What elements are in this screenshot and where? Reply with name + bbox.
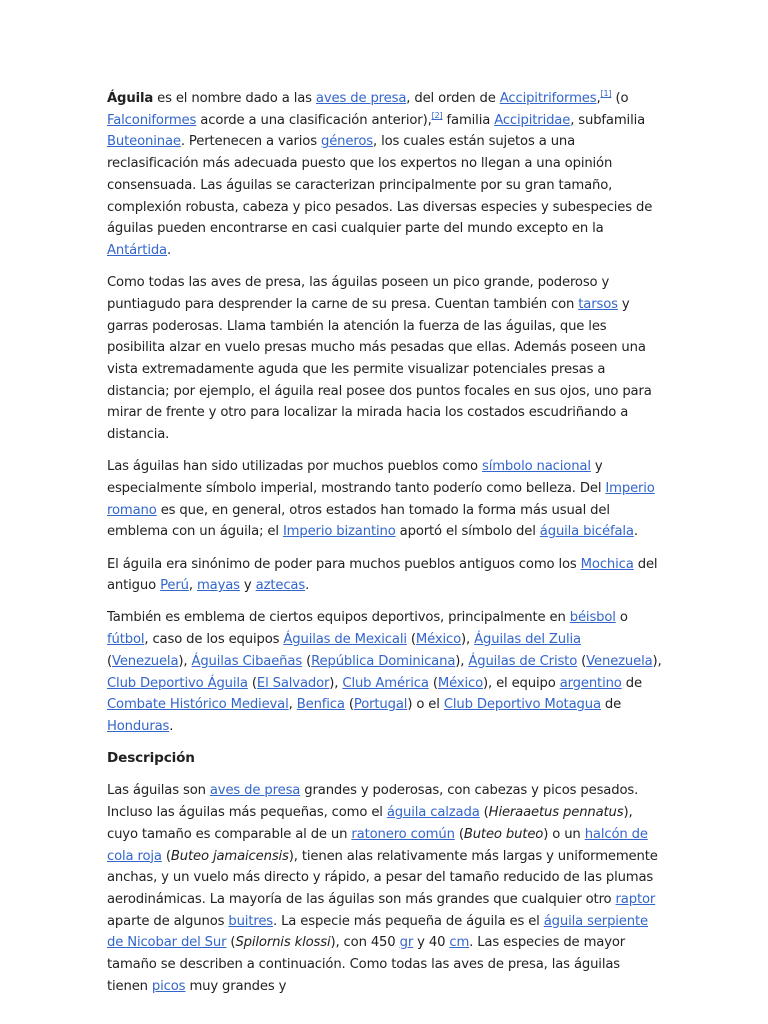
article-title-term: Águila	[107, 91, 154, 106]
article-link[interactable]: México	[437, 675, 483, 691]
scientific-name: Hieraaetus pennatus	[488, 805, 624, 821]
text-run: o	[615, 610, 628, 626]
article-link[interactable]: picos	[151, 978, 186, 994]
text-run: de	[600, 697, 622, 713]
article-link[interactable]: Imperio romano	[107, 480, 655, 518]
text-run: ) o un	[543, 826, 585, 842]
text-run: (	[344, 697, 354, 713]
text-run: (	[479, 805, 489, 821]
text-run: (	[428, 675, 438, 691]
article-link[interactable]: Honduras	[107, 718, 170, 734]
text-run: es el nombre dado a las	[153, 91, 316, 106]
intro-paragraph	[107, 88, 663, 262]
article-body	[107, 88, 663, 1008]
text-run: y garras poderosas. Llama también la atención la fuerza de las águilas, que les posibilita alzar en vuelo presas mucho más pesadas que ellas. Además poseen una vista extremadamente aguda que les permite visualizar potenciales presas a distancia; por ejemplo, el águila real posee dos puntos focales en sus ojos, uno para mirar de frente y otro para localizar la mirada hacia los costados escudriñando a distancia.	[107, 296, 652, 443]
beak-paragraph	[107, 272, 663, 446]
article-link[interactable]: Club Deportivo Águila	[107, 675, 248, 691]
article-link[interactable]: Accipitriformes	[499, 91, 597, 106]
article-link[interactable]: águila calzada	[386, 805, 480, 821]
text-run: ,	[188, 578, 197, 594]
text-run: y	[239, 578, 256, 594]
article-link[interactable]: cm	[449, 935, 470, 951]
text-run: ), con 450	[330, 935, 400, 951]
text-run: y especialmente símbolo imperial, mostrando tanto poderío como belleza. Del	[107, 459, 606, 496]
article-link[interactable]: mayas	[196, 578, 240, 594]
text-run: aparte de algunos	[107, 913, 229, 929]
article-link[interactable]: argentino	[559, 675, 622, 691]
text-run: acorde a una clasificación anterior),	[196, 112, 432, 128]
article-link[interactable]: tarsos	[578, 296, 618, 312]
article-link[interactable]: Club Deportivo Motagua	[443, 697, 601, 713]
text-run: ) o el	[407, 697, 444, 713]
text-run: (	[302, 653, 312, 669]
article-link[interactable]: República Dominicana	[311, 653, 456, 669]
article-link[interactable]: Águilas Cibaeñas	[191, 653, 303, 669]
citation-superscript	[432, 111, 443, 120]
article-link[interactable]: Perú	[160, 578, 189, 594]
article-link[interactable]: béisbol	[569, 610, 616, 626]
text-run: .	[167, 242, 172, 258]
article-link[interactable]: águila serpiente de Nicobar del Sur	[107, 913, 648, 951]
article-link[interactable]: Accipitridae	[494, 112, 571, 128]
article-link[interactable]: Antártida	[107, 242, 167, 258]
text-run: familia	[442, 112, 495, 128]
reference-link[interactable]: [2]	[431, 110, 443, 120]
text-run: y 40	[413, 935, 450, 951]
text-run: , caso de los equipos	[144, 632, 284, 648]
article-link[interactable]: Águilas de Cristo	[468, 653, 578, 669]
text-run: de	[621, 675, 642, 691]
article-link[interactable]: Club América	[342, 675, 429, 691]
article-link[interactable]: aztecas	[255, 578, 306, 594]
article-link[interactable]: Imperio bizantino	[282, 524, 396, 540]
text-run: (	[454, 826, 464, 842]
scientific-name: Spilornis klossi	[235, 935, 331, 951]
article-link[interactable]: Combate Histórico Medieval	[107, 697, 289, 713]
article-link[interactable]: México	[415, 632, 462, 648]
symbol-paragraph	[107, 456, 663, 543]
text-run: ), el equipo	[483, 675, 560, 691]
text-run: grandes y poderosas, con cabezas y picos pesados. Incluso las águilas más pequeñas, como el	[107, 783, 639, 821]
text-run: (	[161, 848, 171, 864]
text-run: . Pertenecen a varios	[180, 134, 321, 150]
article-link[interactable]: aves de presa	[209, 783, 301, 799]
text-run: .	[633, 524, 638, 540]
text-run: Como todas las aves de presa, las águilas poseen un pico grande, poderoso y puntiagudo para desprender la carne de su presa. Cuentan también con	[107, 275, 610, 312]
text-run: , los cuales están sujetos a una reclasificación más adecuada puesto que los expertos no llegan a una opinión consensuada. Las águilas se caracterizan principalmente por su gran tamaño, complexión robusta, cabeza y pico pesados. Las diversas especies y subespecies de águilas pueden encontrarse en casi cualquier parte del mundo excepto en la	[107, 134, 653, 237]
article-link[interactable]: raptor	[615, 891, 656, 907]
article-link[interactable]: buitres	[228, 913, 274, 929]
text-run: . La especie más pequeña de águila es el	[273, 913, 544, 929]
article-link[interactable]: ratonero común	[351, 826, 455, 842]
text-run: Las águilas son	[107, 783, 210, 799]
text-run: (o	[611, 91, 629, 106]
text-run: aportó el símbolo del	[395, 524, 540, 540]
article-link[interactable]: Buteoninae	[107, 134, 181, 150]
article-link[interactable]: halcón de cola roja	[107, 826, 648, 864]
text-run: ),	[461, 632, 475, 648]
article-link[interactable]: El Salvador	[256, 675, 330, 691]
text-run: .	[169, 718, 174, 734]
article-link[interactable]: Falconiformes	[107, 112, 197, 128]
text-run: ),	[652, 653, 662, 669]
text-run: También es emblema de ciertos equipos deportivos, principalmente en	[107, 610, 570, 626]
scientific-name: Buteo jamaicensis	[170, 848, 289, 864]
scientific-name: Buteo buteo	[463, 826, 544, 842]
text-run: ,	[288, 697, 297, 713]
text-run: . Las especies de mayor tamaño se describen a continuación. Como todas las aves de presa, las águilas tienen	[107, 935, 626, 994]
article-link[interactable]: aves de presa	[315, 91, 407, 106]
reference-link[interactable]: [1]	[600, 89, 612, 98]
text-run: (	[107, 653, 112, 669]
text-run: (	[226, 935, 236, 951]
article-link[interactable]: fútbol	[107, 632, 145, 648]
text-run: .	[305, 578, 310, 594]
text-run: muy grandes y	[185, 978, 287, 994]
text-run: es que, en general, otros estados han tomado la forma más usual del emblema con un águila; el	[107, 502, 610, 540]
text-run: (	[406, 632, 416, 648]
text-run: (	[577, 653, 587, 669]
text-run: ), cuyo tamaño es comparable al de un	[107, 805, 633, 842]
text-run: ),	[178, 653, 192, 669]
article-link[interactable]: géneros	[321, 134, 373, 150]
article-link[interactable]: gr	[399, 935, 414, 951]
article-link[interactable]: Mochica	[580, 556, 634, 572]
article-link[interactable]: Venezuela	[586, 653, 653, 669]
text-run: del antiguo	[107, 556, 658, 594]
text-run: ),	[455, 653, 469, 669]
citation-superscript	[601, 89, 612, 98]
text-run: ),	[329, 675, 343, 691]
description-paragraph	[107, 780, 663, 997]
article-link[interactable]: águila bicéfala	[539, 524, 634, 540]
article-link[interactable]: Venezuela	[112, 653, 179, 669]
section-heading-descripcion: Descripción	[107, 750, 195, 767]
text-run: , subfamilia	[570, 112, 646, 128]
article-link[interactable]: Portugal	[353, 697, 408, 713]
text-run: El águila era sinónimo de poder para muchos pueblos antiguos como los	[107, 556, 581, 572]
text-run: Las águilas han sido utilizadas por muchos pueblos como	[107, 459, 482, 475]
ancient-peoples-paragraph	[107, 554, 663, 597]
article-link[interactable]: Águilas de Mexicali	[283, 632, 407, 648]
text-run: ), tienen alas relativamente más largas y uniformemente anchas, y un vuelo más directo y rápido, a pesar del tamaño reducido de las plumas aerodinámicas. La mayoría de las águilas son más grandes que cualquier otro	[107, 848, 658, 907]
text-run: (	[247, 675, 257, 691]
sports-paragraph	[107, 607, 663, 737]
text-run: , del orden de	[406, 91, 500, 106]
article-link[interactable]: Águilas del Zulia	[474, 632, 581, 648]
article-link[interactable]: Benfica	[296, 697, 345, 713]
text-run: ,	[596, 91, 601, 106]
article-link[interactable]: símbolo nacional	[482, 459, 591, 475]
